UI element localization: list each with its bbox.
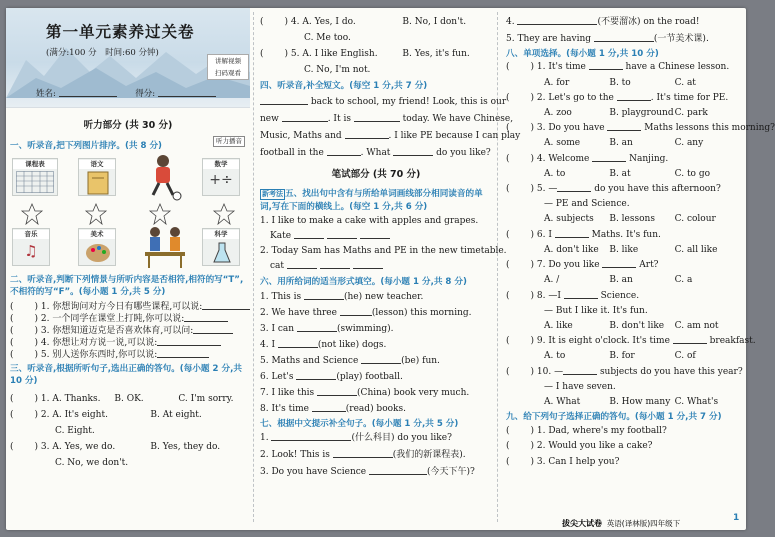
choice-b[interactable]: B. an — [609, 275, 633, 286]
choices-row — [506, 76, 740, 91]
name-field[interactable] — [59, 88, 117, 97]
question-text: 5. — do you have this afternoon? — [536, 184, 721, 195]
choice-b[interactable]: B. How many — [609, 396, 671, 407]
question-row: ( ) 1. It's time have a Chinese lesson. — [506, 62, 730, 73]
choice-c[interactable]: C. to go — [674, 168, 711, 179]
question-row: ( ) 3. Do you have Maths lessons this morning? — [506, 123, 775, 134]
answer-blank[interactable] — [589, 61, 623, 70]
answer-blank[interactable] — [592, 153, 626, 162]
column-divider — [497, 12, 498, 522]
answer-stars — [20, 203, 248, 225]
list-item: ( ) 5. A. I like English. B. Yes, it's fun. — [260, 49, 470, 59]
choices-row — [506, 106, 740, 121]
column-divider — [253, 12, 254, 522]
list-item: ( ) 4. 你想让对方说一说,可以说: — [10, 337, 246, 349]
page-footer — [562, 518, 680, 529]
blank-2[interactable] — [282, 113, 328, 122]
choices-row — [506, 395, 740, 410]
choice-a[interactable]: A. to — [544, 351, 566, 362]
question-row — [506, 197, 740, 212]
list-item: ( ) 2. 一个同学在课堂上打盹,你可以说: — [10, 313, 246, 325]
choices-row — [506, 349, 740, 364]
exam-meta: (满分:100 分 时间:60 分钟) — [46, 48, 159, 58]
question-text: — But I like it. It's fun. — [544, 305, 648, 316]
list-item: 1. This is (he) new teacher. — [260, 291, 424, 302]
section-7-continued — [506, 14, 740, 48]
choice-b[interactable]: B. playground — [609, 108, 674, 119]
section-6-list — [260, 289, 492, 417]
choice-c[interactable]: C. am not — [674, 320, 719, 331]
question-row: ( ) 8. —I Science. — [506, 290, 640, 301]
list-item: 4. (不要溜冰) on the road! — [506, 17, 700, 27]
section-2-instruction: 二、听录音,判断下列情景与所听内容是否相符,相符的写“T”,不相符的写“F”。(每小题 1 分,共 5 分) — [10, 275, 244, 298]
section-5-list — [260, 214, 507, 274]
maths-picture: 数学 +÷ — [202, 158, 240, 196]
list-item: C. Eight. — [55, 425, 95, 436]
choice-a[interactable]: A. don't like — [544, 244, 599, 255]
section-5-instruction: 新考法 五、找出句中含有与所给单词画线部分相同读音的单词,写在下面的横线上。(每空 1 分,共 6 分) — [260, 189, 483, 212]
choice-b[interactable]: B. an — [609, 138, 633, 149]
section-7-list — [260, 430, 492, 481]
choice-c[interactable]: C. at — [674, 77, 696, 88]
list-item: C. No, I'm not. — [304, 65, 371, 75]
new-method-tag: 新考法 — [262, 190, 283, 199]
name-label: 姓名: — [36, 89, 56, 99]
score-label: 得分: — [135, 89, 156, 99]
choice-c[interactable]: C. all like — [674, 244, 718, 255]
page-number: 1 — [733, 513, 740, 523]
answer-blank[interactable] — [673, 335, 707, 344]
list-item: ( ) 3. 你想知道迈克是否喜欢体育,可以问: — [10, 325, 246, 337]
timetable-icon — [16, 171, 54, 193]
section-3-instruction: 三、听录音,根据所听句子,选出正确的答句。(每小题 2 分,共 10 分) — [10, 363, 242, 387]
brand-name: 拔尖大试卷 — [562, 519, 602, 528]
written-heading: 笔试部分 (共 70 分) — [331, 169, 421, 181]
list-item: 2. Look! This is (我们的新课程表). — [260, 450, 466, 461]
question-text: — I have seven. — [544, 381, 616, 392]
blank-3[interactable] — [354, 113, 400, 122]
list-item: ( ) 2. A. It's eight. B. At eight. — [10, 409, 202, 420]
art-picture: 美术 — [78, 228, 116, 266]
list-item: ( ) 1. Dad, where's my football? — [506, 425, 667, 436]
answer-blank[interactable] — [563, 366, 597, 375]
score-field[interactable] — [158, 88, 216, 97]
choice-b[interactable]: B. to — [609, 77, 631, 88]
section-8-instruction: 八、单项选择。(每小题 1 分,共 10 分) — [506, 49, 659, 59]
list-item: ( ) 1. A. Thanks. B. OK. C. I'm sorry. — [10, 393, 234, 404]
question-text: 2. Let's go to the . It's time for PE. — [536, 92, 729, 103]
answer-line[interactable] — [157, 337, 221, 346]
question-text: 6. I Maths. It's fun. — [536, 229, 661, 240]
list-item: cat — [260, 259, 492, 274]
choice-a[interactable]: A. some — [544, 138, 581, 149]
blank-1[interactable] — [260, 96, 308, 105]
choice-b[interactable]: B. for — [609, 351, 635, 362]
list-item: C. Me too. — [304, 33, 351, 43]
list-item: 8. It's time (read) books. — [260, 403, 406, 414]
section-4-instruction: 四、听录音,补全短文。(每空 1 分,共 7 分) — [260, 81, 428, 91]
question-row: ( ) 5. — do you have this afternoon? — [506, 184, 721, 195]
section-2-list — [10, 301, 246, 362]
question-text: — PE and Science. — [544, 199, 630, 210]
blank-4[interactable] — [345, 130, 389, 139]
choice-c[interactable]: C. colour — [674, 214, 716, 225]
list-item: ( ) 3. A. Yes, we do. B. Yes, they do. — [10, 441, 221, 452]
qr-label-video: 讲解视频 — [215, 57, 241, 65]
choice-c[interactable]: C. any — [674, 138, 704, 149]
timetable-picture: 课程表 — [12, 158, 58, 196]
list-item: ( ) 4. A. Yes, I do. B. No, I don't. — [260, 17, 467, 27]
blank-5[interactable] — [327, 147, 361, 156]
question-row: ( ) 2. Let's go to the . It's time for PE. — [506, 92, 729, 103]
exam-header — [6, 8, 250, 108]
list-item: 6. Let's (play) football. — [260, 371, 403, 382]
question-row — [506, 380, 740, 395]
section-1-instruction: 一、听录音,把下列图片排序。(共 8 分) — [10, 140, 162, 151]
music-picture: 音乐 ♫ — [12, 228, 50, 266]
choices-row — [506, 212, 740, 227]
choice-a[interactable]: A. zoo — [544, 108, 572, 119]
audio-icon-label[interactable]: 听力播音 — [213, 136, 245, 147]
cloze-passage: back to school, my friend! Look, this is our new . It is today. We have Chinese, Music, Maths and . I like PE because I can play football in the . What do you like? — [260, 97, 521, 159]
question-row: ( ) 6. I Maths. It's fun. — [506, 229, 661, 240]
exam-paper — [6, 8, 775, 530]
answer-line[interactable] — [184, 313, 228, 322]
column-middle — [256, 8, 521, 530]
choice-c[interactable]: C. of — [674, 351, 696, 362]
list-item: C. No, we don't. — [55, 457, 129, 468]
list-item: 3. I can (swimming). — [260, 323, 394, 334]
listening-heading: 听力部分 (共 30 分) — [83, 120, 173, 131]
page-title: 第一单元素养过关卷 — [46, 22, 195, 41]
choice-b[interactable]: B. like — [609, 244, 639, 255]
question-text: 9. It is eight o'clock. It's time breakfast. — [536, 336, 756, 347]
answer-blank[interactable] — [555, 229, 589, 238]
question-text: 10. — subjects do you have this year? — [536, 366, 743, 377]
list-item: ( ) 1. 你想询问对方今日有哪些课程,可以说: — [10, 301, 246, 313]
chinese-book-picture: 语文 — [78, 158, 116, 196]
answer-line[interactable] — [193, 325, 233, 334]
section-9-list — [506, 424, 740, 471]
choice-a[interactable]: A. for — [544, 77, 570, 88]
section-8-list — [506, 60, 775, 410]
answer-blank[interactable] — [617, 92, 651, 101]
choice-a[interactable]: A. subjects — [544, 214, 594, 225]
music-note-icon: ♫ — [24, 242, 38, 260]
choice-b[interactable]: B. at — [609, 168, 631, 179]
choice-a[interactable]: A. like — [544, 320, 573, 331]
list-item: Kate — [260, 229, 492, 244]
classroom-students-icon — [141, 224, 189, 270]
qr-label-scan: 扫码观看 — [215, 69, 241, 77]
qr-code-box[interactable] — [207, 54, 249, 80]
list-item: ( ) 2. Would you like a cake? — [506, 441, 653, 452]
choices-row — [506, 319, 740, 334]
list-item: ( ) 5. 别人送你东西时,你可以说: — [10, 349, 246, 361]
choices-row — [506, 273, 740, 288]
choices-row — [506, 136, 740, 151]
answer-blank[interactable] — [564, 290, 598, 299]
choice-a[interactable]: A. to — [544, 168, 566, 179]
answer-line[interactable] — [157, 349, 209, 358]
section-9-instruction: 九、给下列句子选择正确的答句。(每小题 1 分,共 7 分) — [506, 412, 722, 423]
choice-a[interactable]: A. / — [544, 275, 560, 286]
column-left — [6, 8, 250, 530]
choices-row — [506, 167, 740, 182]
question-row: ( ) 10. — subjects do you have this year? — [506, 366, 743, 377]
blank-6[interactable] — [393, 147, 433, 156]
football-player-icon — [141, 153, 185, 201]
list-item: 5. Maths and Science (be) fun. — [260, 355, 440, 366]
book-info: 英语(译林版)四年级下 — [606, 519, 681, 528]
question-text: 4. Welcome Nanjing. — [536, 153, 669, 164]
book-icon — [87, 171, 109, 195]
choice-b[interactable]: B. lessons — [609, 214, 655, 225]
answer-line[interactable] — [202, 301, 250, 310]
question-text: 1. It's time have a Chinese lesson. — [536, 62, 730, 73]
choice-b[interactable]: B. don't like — [609, 320, 665, 331]
list-item: 1. I like to make a cake with apples and grapes. — [260, 216, 479, 227]
question-row — [506, 304, 740, 319]
list-item: 1. (什么科目) do you like? — [260, 433, 452, 444]
list-item: 2. We have three (lesson) this morning. — [260, 307, 472, 318]
choice-a[interactable]: A. What — [544, 396, 581, 407]
question-text: 3. Do you have Maths lessons this morning? — [536, 123, 775, 134]
question-row: ( ) 7. Do you like Art? — [506, 260, 659, 271]
question-row: ( ) 4. Welcome Nanjing. — [506, 153, 669, 164]
list-item: 3. Do you have Science (今天下午)? — [260, 467, 475, 478]
answer-blank[interactable] — [602, 259, 636, 268]
list-item: 2. Today Sam has Maths and PE in the new timetable. — [260, 246, 507, 257]
list-item: 7. I like this (China) book very much. — [260, 387, 470, 398]
choice-c[interactable]: C. What's — [674, 396, 719, 407]
list-item: 4. I (not like) dogs. — [260, 339, 387, 350]
answer-blank[interactable] — [557, 183, 591, 192]
listening-continued — [260, 14, 492, 78]
maths-symbols-icon: +÷ — [209, 172, 233, 188]
list-item: 5. They are having (一节美术课). — [506, 34, 709, 44]
name-score-bar — [6, 88, 250, 100]
question-text: 7. Do you like Art? — [536, 260, 659, 271]
answer-blank[interactable] — [607, 122, 641, 131]
section-6-instruction: 六、用所给词的适当形式填空。(每小题 1 分,共 8 分) — [260, 277, 467, 288]
section-3-list — [10, 391, 246, 471]
question-text: 8. —I Science. — [536, 290, 640, 301]
palette-icon — [85, 242, 111, 264]
choice-c[interactable]: C. park — [674, 108, 708, 119]
science-picture: 科学 — [202, 228, 240, 266]
question-row: ( ) 9. It is eight o'clock. It's time breakfast. — [506, 336, 756, 347]
list-item: ( ) 3. Can I help you? — [506, 456, 620, 467]
column-right — [500, 8, 775, 530]
flask-icon — [213, 242, 231, 264]
section-7-instruction: 七、根据中文提示补全句子。(每小题 1 分,共 5 分) — [260, 418, 459, 429]
choice-c[interactable]: C. a — [674, 275, 693, 286]
choices-row — [506, 243, 740, 258]
